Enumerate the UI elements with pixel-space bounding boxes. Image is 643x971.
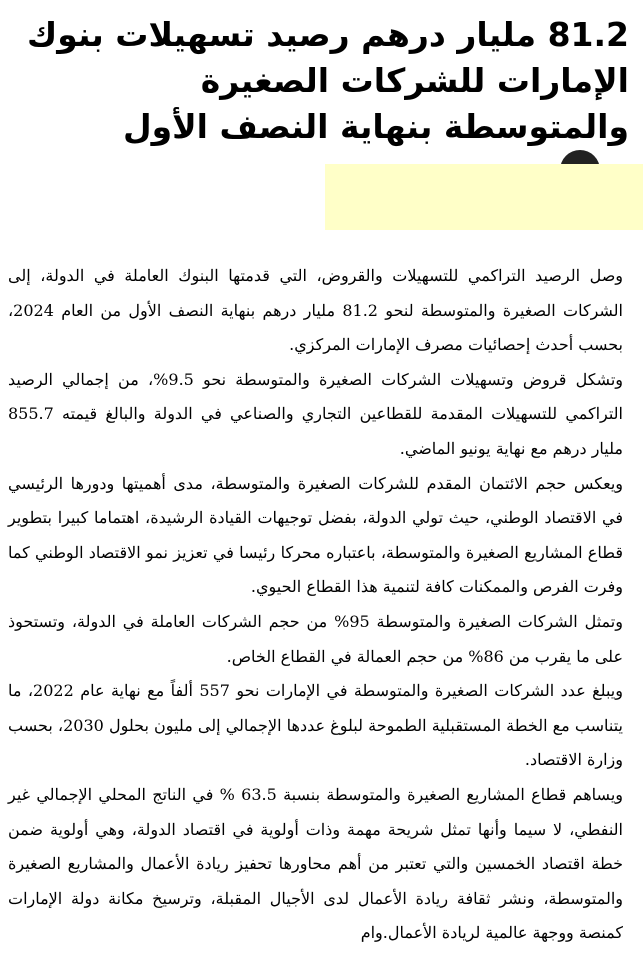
article-paragraph: ويعكس حجم الائتمان المقدم للشركات الصغيرة والمتوسطة، مدى أهميتها ودورها الرئيسي في الاقتصاد الوطني، حيث تولي الدولة، بفضل توجيهات القيادة الرشيدة، اهتماما كبيرا بتطوير قطاع المشاريع الصغيرة والمتوسطة، باعتباره محركا رئيسا في تعزيز نمو الاقتصاد الوطني كما وفرت الفرص والممكنات كافة لتنمية هذا القطاع الحيوي. [8, 473, 624, 597]
article-paragraph: وتشكل قروض وتسهيلات الشركات الصغيرة والمتوسطة نحو 9.5%، من إجمالي الرصيد التراكمي للتسهيلات المقدمة للقطاعين التجاري والصناعي في الدولة والبالغ قيمته 855.7 مليار درهم مع نهاية يونيو الماضي. [8, 369, 624, 458]
article-body [8, 259, 623, 951]
article-paragraph: وتمثل الشركات الصغيرة والمتوسطة 95% من حجم الشركات العاملة في الدولة، وتستحوذ على ما يقرب من 86% من حجم العمالة في القطاع الخاص. [8, 611, 623, 666]
article-paragraph: وصل الرصيد التراكمي للتسهيلات والقروض، التي قدمتها البنوك العاملة في الدولة، إلى الشركات الصغيرة والمتوسطة لنحو 81.2 مليار درهم بنهاية النصف الأول من العام 2024، بحسب أحدث إحصائيات مصرف الإمارات المركزي. [8, 266, 624, 355]
article-headline: 81.2 مليار درهم رصيد تسهيلات بنوك الإمارات للشركات الصغيرة والمتوسطة بنهاية النصف الأول [27, 15, 629, 146]
article-paragraph: ويساهم قطاع المشاريع الصغيرة والمتوسطة بنسبة 63.5 % في الناتج المحلي الإجمالي غير النفطي، لا سيما وأنها تمثل شريحة مهمة وذات أولوية في اقتصاد الدولة، وهي أولوية ضمن خطة اقتصاد الخمسين والتي تعتبر من أهم محاورها تحفيز ريادة الأعمال والمشاريع الصغيرة والمتوسطة، ونشر ثقافة ريادة الأعمال لدى الأجيال المقبلة، وترسيخ مكانة دولة الإمارات كمنصة ووجهة عالمية لريادة الأعمال.وام [8, 784, 624, 943]
article-paragraph: ويبلغ عدد الشركات الصغيرة والمتوسطة في الإمارات نحو 557 ألفاً مع نهاية عام 2022، ما يتناسب مع الخطة المستقبلية الطموحة لبلوغ عددها الإجمالي إلى مليون بحلول 2030، بحسب وزارة الاقتصاد. [8, 681, 623, 770]
ad-banner[interactable] [325, 164, 643, 230]
